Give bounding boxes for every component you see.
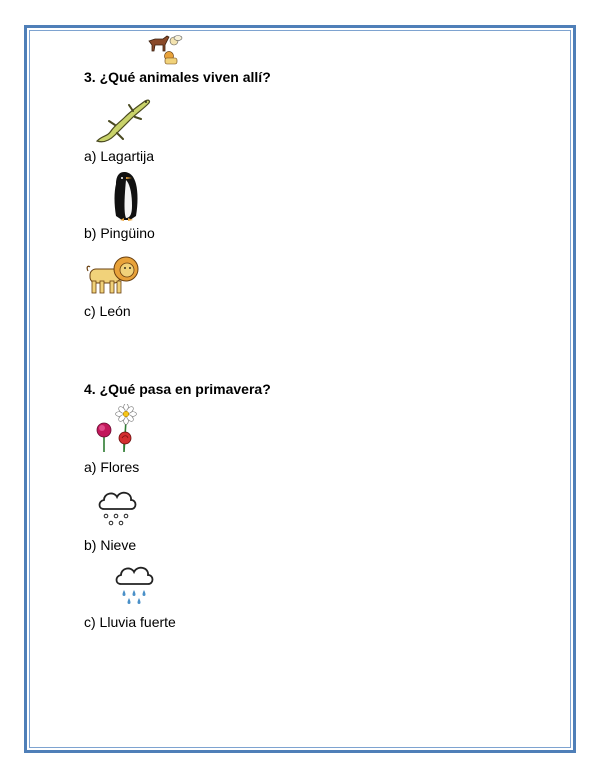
option-lagartija: a) Lagartija (84, 148, 155, 164)
lion-icon (84, 255, 140, 297)
question-3-title: 3. ¿Qué animales viven allí? (84, 69, 271, 85)
option-leon: c) León (84, 303, 131, 319)
snow-cloud-icon (96, 487, 138, 531)
rain-cloud-icon (112, 562, 156, 608)
option-flores: a) Flores (84, 459, 140, 475)
flowers-icon (92, 404, 140, 454)
option-pinguino: b) Pingüino (84, 225, 155, 241)
lizard-icon (93, 95, 153, 147)
question-4-title: 4. ¿Qué pasa en primavera? (84, 381, 271, 397)
option-lluvia-fuerte: c) Lluvia fuerte (84, 614, 176, 630)
animals-icon (145, 31, 185, 67)
penguin-icon (110, 170, 142, 222)
option-nieve: b) Nieve (84, 537, 137, 553)
